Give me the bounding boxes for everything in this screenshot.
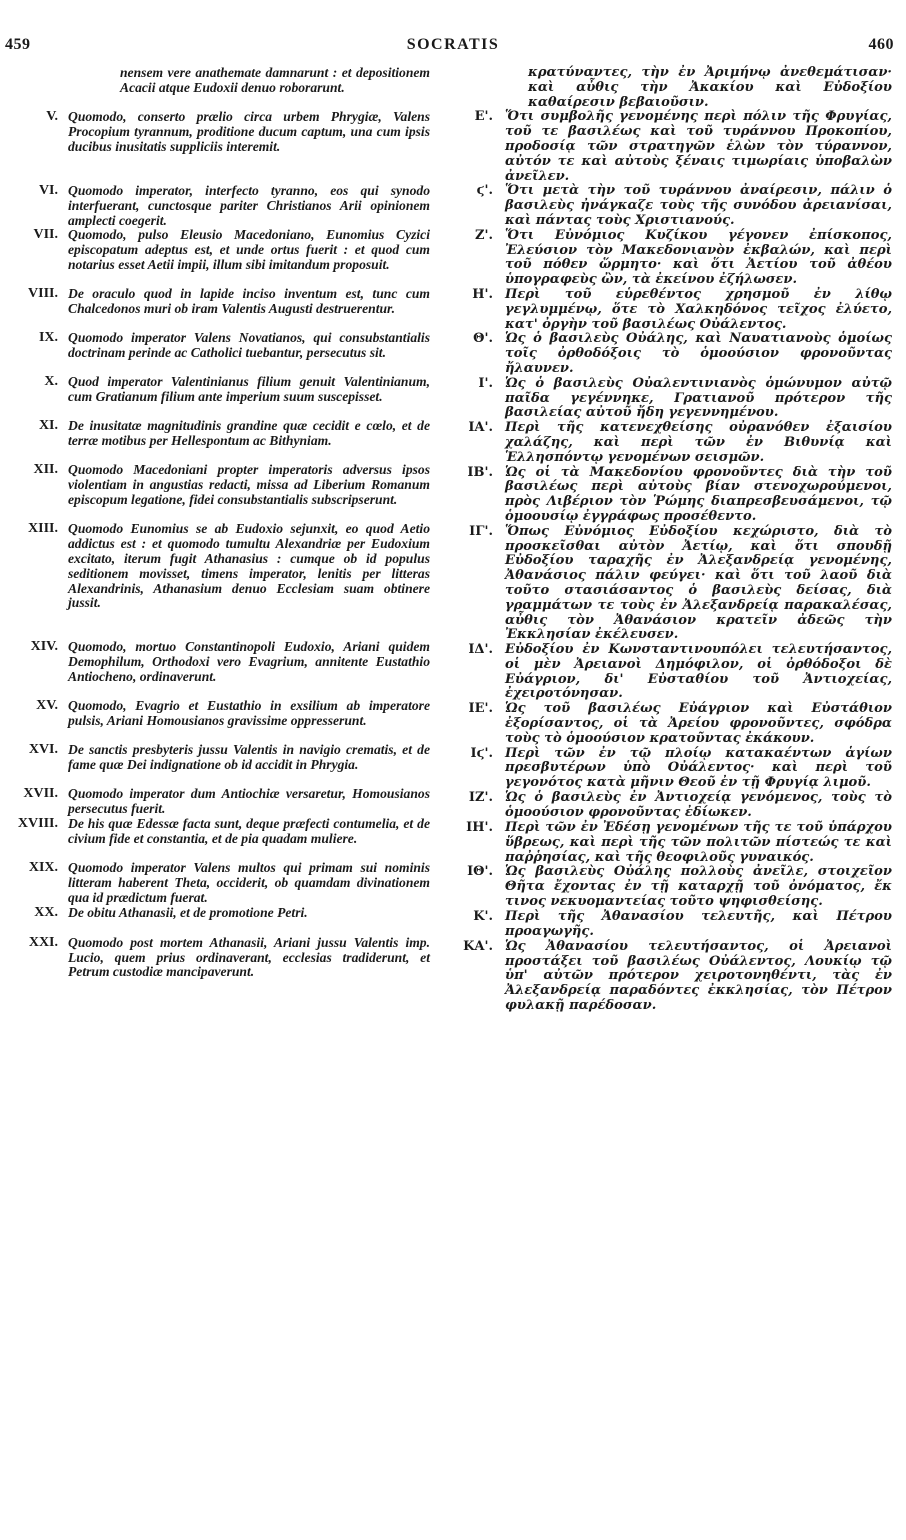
latin-chapter-entry <box>0 331 440 375</box>
latin-chapter-number: VI. <box>38 183 58 198</box>
latin-chapter-entry <box>0 463 440 522</box>
greek-chapter-entry <box>453 643 906 702</box>
latin-chapter-summary: De sanctis presbyteris jussu Valentis in navigio crematis, et de fame quæ Dei indignatione ob id accidit in Phrygia. <box>68 742 430 773</box>
greek-chapter-number: Η'. <box>472 286 493 302</box>
greek-chapter-number: Ε'. <box>474 109 493 125</box>
latin-chapter-entry <box>0 522 440 640</box>
latin-chapter-entry <box>0 743 440 787</box>
greek-chapter-entry <box>453 421 906 465</box>
latin-chapter-number: XI. <box>38 418 58 434</box>
latin-chapter-number: XIV. <box>30 639 58 655</box>
greek-chapter-number: ΙΑ'. <box>468 420 493 436</box>
latin-chapter-number: XVII. <box>23 786 58 802</box>
greek-chapter-entry <box>453 288 906 332</box>
latin-chapter-entry <box>0 228 440 287</box>
latin-chapter-entry <box>0 287 440 331</box>
greek-chapter-number: ΙΒ'. <box>467 464 493 480</box>
greek-chapter-entry <box>453 229 906 288</box>
latin-chapter-entry <box>0 906 440 936</box>
greek-chapter-summary: Ὡς τοῦ βασιλέως Εὐάγριον καὶ Εὐστάθιον ἐξορίσαντος, οἱ τὰ Ἀρείου φρονοῦντες, σφόδρα τοὺς τὸ ὁμοούσιον κρατοῦντας ἐκάκουν. <box>505 701 892 746</box>
greek-chapter-summary: Ὡς Ἀθανασίου τελευτήσαντος, οἱ Ἀρειανοὶ προστάξει τοῦ βασιλέως Οὐάλεντος, Λουκίῳ τῷ ὑπ' αὐτῶν πρότερον χειροτονηθέντι, τὰς ἐν Ἀλεξανδρείᾳ παραδόντες ἐκκλησίας, τὸν Πέτρον φυλακῇ παρέδοσαν. <box>505 938 892 1014</box>
latin-chapter-number: XII. <box>33 462 58 478</box>
latin-chapter-number: XVI. <box>28 742 58 758</box>
greek-chapter-entry <box>453 791 906 821</box>
greek-chapter-list <box>453 110 906 1013</box>
greek-chapter-entry <box>453 184 906 228</box>
latin-chapter-number: IX. <box>38 330 58 346</box>
latin-chapter-summary: De his quæ Edessæ facta sunt, deque præfecti contumelia, et de civium fide et constantia, et de pia quadam muliere. <box>68 816 430 847</box>
latin-chapter-summary: Quomodo, Evagrio et Eustathio in exsilium ab imperatore pulsis, Ariani Homousianos gravissime oppresserunt. <box>68 698 430 729</box>
greek-continuation-text: κρατύναντες, τὴν ἐν Ἀριμήνῳ ἀνεθεμάτισαν· καὶ αὖθις τὴν Ἀκακίου καὶ Εὐδοξίου καθαίρεσιν βεβαιοῦσιν. <box>528 65 892 110</box>
greek-chapter-entry <box>453 865 906 909</box>
greek-chapter-summary: Ὡς οἱ τὰ Μακεδονίου φρονοῦντες διὰ τὴν τοῦ βασιλέως περὶ αὐτοὺς βίαν στενοχωρούμενοι, πρὸς Λιβέριον τὸν Ῥώμης διαπρεσβευσάμενοι, τῷ ὁμοουσίῳ ἐγγράφως προσέθεντο. <box>505 464 892 524</box>
greek-chapter-summary: Περὶ τῆς Ἀθανασίου τελευτῆς, καὶ Πέτρου προαγωγῆς. <box>505 908 892 939</box>
latin-column <box>0 66 440 1010</box>
greek-chapter-summary: Ὡς ὁ βασιλεὺς Οὐαλεντινιανὸς ὁμώνυμον αὐτῷ παῖδα γεγέννηκε, Γρατιανοῦ πρότερον τῆς βασιλείας αὐτοῦ ἤδη γεγεννημένου. <box>505 375 892 421</box>
greek-chapter-number: ΙΖ'. <box>468 790 493 806</box>
greek-chapter-summary: Περὶ τῶν ἐν Ἐδέσῃ γενομένων τῆς τε τοῦ ὑπάρχου ὕβρεως, καὶ περὶ τῆς τῶν πολιτῶν πίστεώς τε καὶ παῤῥησίας, καὶ τῆς θεοφιλοῦς γυναικός. <box>505 820 892 865</box>
latin-chapter-number: XV. <box>36 698 58 714</box>
latin-chapter-number: XX. <box>34 904 58 920</box>
greek-chapter-entry <box>453 940 906 1014</box>
greek-chapter-number: ΙΓ'. <box>469 523 493 539</box>
latin-chapter-summary: De oraculo quod in lapide inciso inventum est, tunc cum Chalcedonos muri ob iram Valentis Augusti destruerentur. <box>68 286 430 317</box>
greek-chapter-entry <box>453 110 906 184</box>
greek-chapter-summary: Περὶ τῶν ἐν τῷ πλοίῳ κατακαέντων ἁγίων πρεσβυτέρων ὑπὸ Οὐάλεντος· καὶ περὶ τοῦ γεγονότος κατὰ μῆνιν Θεοῦ ἐν τῇ Φρυγίᾳ λιμοῦ. <box>505 745 892 791</box>
latin-continuation-text: nensem vere anathemate damnarunt : et depositionem Acacii atque Eudoxii denuo roborarunt. <box>120 65 430 95</box>
latin-chapter-number: X. <box>44 374 58 390</box>
greek-chapter-summary: Ὅτι συμβολῆς γενομένης περὶ πόλιν τῆς Φρυγίας, τοῦ τε βασιλέως καὶ τοῦ τυράννου Προκοπίου, προδοσίᾳ τῶν στρατηγῶν ἑλὼν τὸν τύραννον, αὐτόν τε καὶ αὐτοὺς ξέναις τιμωρίαις ὑποβαλὼν ἀνεῖλεν. <box>505 109 892 184</box>
greek-chapter-summary: Περὶ τοῦ εὑρεθέντος χρησμοῦ ἐν λίθῳ γεγλυμμένῳ, ὅτε τὸ Χαλκηδόνος τεῖχος ἐλύετο, κατ' ὀργὴν τοῦ βασιλέως Οὐάλεντος. <box>505 286 892 332</box>
latin-chapter-summary: Quomodo imperator Valens multos qui primam sui nominis litteram haberent Theta, occiderit, ob quamdam divinationem qua id prædictum fuerat. <box>68 860 430 905</box>
greek-chapter-number: ϛ'. <box>476 183 493 199</box>
latin-chapter-summary: Quod imperator Valentinianus filium genuit Valentinianum, cum Gratianum filium ante imperium suum suscepisset. <box>68 374 430 405</box>
greek-chapter-entry <box>453 466 906 525</box>
greek-chapter-summary: Ὅτι μετὰ τὴν τοῦ τυράννου ἀναίρεσιν, πάλιν ὁ βασιλεὺς ἠνάγκαζε τοὺς τῆς συνόδου ἀρειανίσαι, καὶ πάντας τοὺς Χριστιανούς. <box>505 183 892 228</box>
latin-chapter-summary: Quomodo, mortuo Constantinopoli Eudoxio, Ariani quidem Demophilum, Orthodoxi vero Evagrium, annitente Eustathio Antiocheno, ordinaverunt. <box>68 639 430 684</box>
greek-chapter-summary: Ὡς ὁ βασιλεὺς ἐν Ἀντιοχείᾳ γενόμενος, τοὺς τὸ ὁμοούσιον φρονοῦντας ἐδίωκεν. <box>505 790 892 820</box>
greek-chapter-number: Ι'. <box>478 375 493 391</box>
greek-chapter-number: ΚΑ'. <box>463 938 493 954</box>
greek-chapter-summary: Ὡς ὁ βασιλεὺς Οὐάλης, καὶ Ναυατιανοὺς ὁμοίως τοῖς ὀρθοδόξοις τὸ ὁμοούσιον φρονοῦντας ἤλαυνεν. <box>505 331 892 376</box>
latin-chapter-number: XVIII. <box>17 816 58 832</box>
greek-chapter-summary: Ὅτι Εὐνόμιος Κυζίκου γέγονεν ἐπίσκοπος, Ἐλεύσιον τὸν Μακεδονιανὸν ἐκβαλών, καὶ περὶ τοῦ πόθεν ὥρμητο· καὶ ὅτι Ἀετίου τοῦ ἀθέου ὑπογραφεὺς ὢν, τὰ ἐκείνου ἐζήλωσεν. <box>505 227 892 288</box>
latin-chapter-number: VII. <box>33 227 58 243</box>
left-page-number: 459 <box>5 36 31 53</box>
greek-chapter-entry <box>453 377 906 421</box>
latin-chapter-number: VIII. <box>28 286 58 302</box>
latin-chapter-entry <box>0 110 440 184</box>
latin-chapter-list <box>0 110 440 1010</box>
latin-chapter-entry <box>0 817 440 861</box>
running-title: SOCRATIS <box>406 36 500 53</box>
latin-chapter-number: V. <box>46 109 58 124</box>
latin-chapter-entry <box>0 787 440 817</box>
latin-chapter-number: XIX. <box>28 860 58 876</box>
latin-chapter-number: XIII. <box>28 521 58 537</box>
greek-chapter-summary: Περὶ τῆς κατενεχθείσης οὐρανόθεν ἐξαισίου χαλάζης, καὶ περὶ τῶν ἐν Βιθυνίᾳ καὶ Ἑλλησπόντῳ γενομένων σεισμῶν. <box>505 420 892 465</box>
greek-chapter-number: ΙΕ'. <box>468 701 493 717</box>
greek-chapter-entry <box>453 821 906 865</box>
latin-chapter-summary: Quomodo Macedoniani propter imperatoris adversus ipsos violentiam in angustias redacti, missa ad Liberium Romanum episcopum legatione, fidei consubstantialis subscripserunt. <box>68 462 430 507</box>
right-page-number: 460 <box>868 36 894 53</box>
greek-chapter-summary: Ὡς βασιλεὺς Οὐάλης πολλοὺς ἀνεῖλε, στοιχεῖον Θῆτα ἔχοντας ἐν τῇ καταρχῇ τοῦ ὀνόματος, ἔκ τινος νεκυομαντείας τοῦτο ψηφισθείσης. <box>505 864 892 910</box>
latin-chapter-entry <box>0 419 440 463</box>
greek-chapter-number: ΙΔ'. <box>468 642 493 658</box>
greek-chapter-summary: Εὐδοξίου ἐν Κωνσταντινουπόλει τελευτήσαντος, οἱ μὲν Ἀρειανοὶ Δημόφιλον, οἱ ὀρθόδοξοι δὲ Εὐάγριον, δι' Εὐσταθίου τοῦ Ἀντιοχείας, ἐχειροτόνησαν. <box>505 642 892 702</box>
latin-chapter-summary: De inusitatæ magnitudinis grandine quæ cecidit e cœlo, et de terræ motibus per Hellespontum ac Bithyniam. <box>68 418 430 449</box>
greek-chapter-summary: Ὅπως Εὐνόμιος Εὐδοξίου κεχώριστο, διὰ τὸ προσκεῖσθαι αὐτὸν Ἀετίῳ, καὶ ὅτι σπουδῇ Εὐδοξίου ταραχῆς ἐν Ἀλεξανδρείᾳ γενομένης, Ἀθανάσιος πάλιν φεύγει· καὶ ὅτι τοῦ λαοῦ διὰ τοῦτο στασιάσαντος ὁ βασιλεὺς δείσας, διὰ γραμμάτων τε τοὺς ἐν Ἀλεξανδρείᾳ παρακαλέσας, αὖθις τὸν Ἀθανάσιον κρατεῖν ἀδεῶς τὴν Ἐκκλησίαν ἐκέλευσεν. <box>505 523 892 643</box>
latin-chapter-entry <box>0 699 440 743</box>
latin-chapter-entry <box>0 184 440 228</box>
greek-chapter-number: Θ'. <box>473 331 493 347</box>
greek-chapter-number: Ζ'. <box>475 227 493 243</box>
latin-chapter-summary: Quomodo, conserto prælio circa urbem Phrygiæ, Valens Procopium tyrannum, proditione ducum captum, una cum ipsis ducibus inusitatis suppliciis interemit. <box>68 109 430 154</box>
greek-chapter-entry <box>453 332 906 376</box>
greek-chapter-number: Ιϛ'. <box>470 745 493 761</box>
latin-chapter-summary: De obitu Athanasii, et de promotione Petri. <box>68 904 308 920</box>
latin-chapter-entry <box>0 936 440 1010</box>
greek-chapter-number: Κ'. <box>473 908 493 924</box>
latin-chapter-summary: Quomodo, pulso Eleusio Macedoniano, Eunomius Cyzici episcopatum adeptus est, et unde ortus fuerit : et quod cum notarius esset Aetii impii, illum sibi imitandum proposuit. <box>68 227 430 272</box>
greek-column <box>453 66 906 1014</box>
latin-chapter-summary: Quomodo imperator dum Antiochiæ versaretur, Homousianos persecutus fuerit. <box>68 786 430 817</box>
greek-chapter-entry <box>453 702 906 746</box>
latin-chapter-entry <box>0 640 440 699</box>
latin-chapter-entry <box>0 375 440 419</box>
latin-chapter-summary: Quomodo Eunomius se ab Eudoxio sejunxit, eo quod Aetio addictus est : et quomodo tumultu Alexandriæ per Eudoxium excitato, iterum fugit Athanasius : cumque ob id populus seditionem movisset, timens imperator, lenitis per litteras Alexandrinis, Athanasium denuo Ecclesiam suam obtinere jussit. <box>68 521 430 611</box>
greek-chapter-entry <box>453 747 906 791</box>
latin-chapter-summary: Quomodo imperator Valens Novatianos, qui consubstantialis doctrinam perinde ac Catholici tuebantur, persecutus sit. <box>68 330 430 361</box>
latin-chapter-summary: Quomodo post mortem Athanasii, Ariani jussu Valentis imp. Lucio, quem prius ordinaverant, ecclesias tradiderunt, et Petrum custodiæ mancipaverunt. <box>68 934 430 980</box>
greek-chapter-entry <box>453 525 906 643</box>
greek-chapter-entry <box>453 910 906 940</box>
greek-chapter-number: ΙΘ'. <box>467 864 493 880</box>
latin-chapter-entry <box>0 861 440 905</box>
latin-chapter-summary: Quomodo imperator, interfecto tyranno, eos qui synodo interfuerant, cunctosque pariter Christianos Arii opinionem amplecti coegerit. <box>68 183 430 228</box>
latin-chapter-number: XXI. <box>28 934 58 950</box>
greek-chapter-number: ΙΗ'. <box>466 820 493 836</box>
